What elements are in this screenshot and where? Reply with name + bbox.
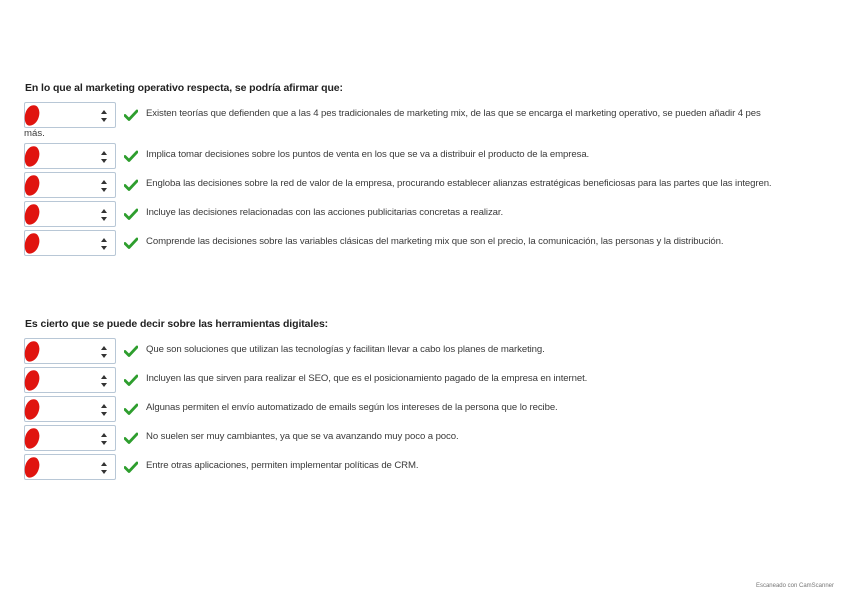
answer-select[interactable] [24,396,116,422]
check-icon [124,461,138,473]
question-1-title: En lo que al marketing operativo respecta, se podría afirmar que: [25,82,343,94]
redaction-mark [23,398,41,421]
check-icon [124,403,138,415]
answer-text: Que son soluciones que utilizan las tecnologías y facilitan llevar a cabo los planes de marketing. [146,344,545,355]
answer-row [24,396,824,422]
redaction-mark [23,456,41,479]
check-icon [124,374,138,386]
redaction-mark [23,174,41,197]
answer-select[interactable] [24,454,116,480]
answer-text: Entre otras aplicaciones, permiten implementar políticas de CRM. [146,460,419,471]
redaction-mark [23,104,41,127]
answer-select[interactable] [24,367,116,393]
answer-text: Engloba las decisiones sobre la red de valor de la empresa, procurando establecer alianzas estratégicas beneficiosas para las partes que las integren. [146,178,772,189]
answer-row [24,230,824,256]
redaction-mark [23,203,41,226]
check-icon [124,345,138,357]
answer-text: Incluyen las que sirven para realizar el SEO, que es el posicionamiento pagado de la empresa en internet. [146,373,588,384]
redaction-mark [23,145,41,168]
redaction-mark [23,340,41,363]
answer-select[interactable] [24,201,116,227]
answer-text: Existen teorías que defienden que a las 4 pes tradicionales de marketing mix, de las que se encarga el marketing operativo, se pueden añadir 4 pes [146,108,761,119]
answer-row [24,454,824,480]
question-2 [24,318,824,483]
check-icon [124,208,138,220]
answer-select[interactable] [24,143,116,169]
answer-row [24,425,824,451]
answer-select[interactable] [24,102,116,128]
sort-arrows-icon [101,151,107,163]
answer-row [24,102,824,128]
answer-row [24,172,824,198]
answer-row [24,367,824,393]
answer-select[interactable] [24,230,116,256]
sort-arrows-icon [101,238,107,250]
answer-text: No suelen ser muy cambiantes, ya que se va avanzando muy poco a poco. [146,431,459,442]
question-2-title: Es cierto que se puede decir sobre las herramientas digitales: [25,318,329,330]
sort-arrows-icon [101,433,107,445]
answer-row [24,143,824,169]
answer-select[interactable] [24,338,116,364]
check-icon [124,150,138,162]
question-1 [24,82,824,259]
check-icon [124,179,138,191]
sort-arrows-icon [101,346,107,358]
sort-arrows-icon [101,180,107,192]
answer-text: Incluye las decisiones relacionadas con las acciones publicitarias concretas a realizar. [146,207,504,218]
sort-arrows-icon [101,375,107,387]
check-icon [124,237,138,249]
redaction-mark [23,369,41,392]
answer-row [24,201,824,227]
watermark: Escaneado con CamScanner [755,583,834,589]
redaction-mark [23,427,41,450]
sort-arrows-icon [101,462,107,474]
answer-select[interactable] [24,425,116,451]
answer-row [24,338,824,364]
answer-text: Comprende las decisiones sobre las variables clásicas del marketing mix que son el precio, la comunicación, las personas y la distribución. [146,236,724,247]
answer-text: Algunas permiten el envío automatizado de emails según los intereses de la persona que lo recibe. [146,402,558,413]
sort-arrows-icon [101,209,107,221]
answer-select[interactable] [24,172,116,198]
redaction-mark [23,232,41,255]
answer-text-continuation: más. [24,128,45,139]
sort-arrows-icon [101,404,107,416]
answer-text: Implica tomar decisiones sobre los puntos de venta en los que se va a distribuir el producto de la empresa. [146,149,590,160]
check-icon [124,432,138,444]
check-icon [124,109,138,121]
sort-arrows-icon [101,110,107,122]
